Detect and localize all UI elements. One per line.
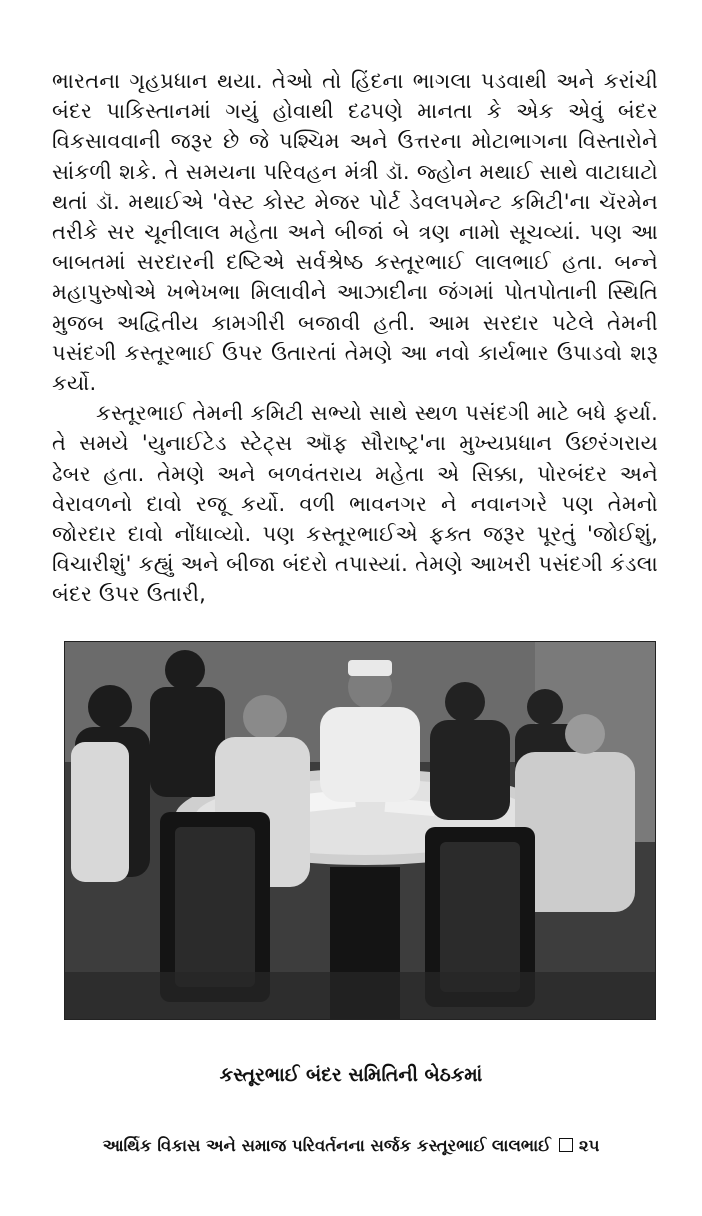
body-text — [52, 66, 658, 610]
paragraph-2: કસ્તૂરભાઈ તેમની કમિટી સભ્યો સાથે સ્થળ પસંદગી માટે બધે ફર્યા. તે સમયે 'યુનાઈટેડ સ્ટેટ્સ ઑફ સૌરાષ્ટ્ર'ના મુખ્યપ્રધાન ઉછરંગરાય ઢેબર હતા. તેમણે અને બળવંતરાય મહેતા એ સિક્કા, પોરબંદર અને વેરાવળનો દાવો રજૂ કર્યો. વળી ભાવનગર ને નવાનગરે પણ તેમનો જોરદાર દાવો નોંધાવ્યો. પણ કસ્તૂરભાઈએ ફક્ત જરૂર પૂરતું 'જોઈશું, વિચારીશું' કહ્યું અને બીજા બંદરો તપાસ્યાં. તેમણે આખરી પસંદગી કંડલા બંદર ઉપર ઉતારી, — [52, 401, 658, 607]
page-footer — [0, 1136, 702, 1156]
meeting-photograph — [64, 641, 656, 1020]
photo-illustration — [65, 642, 655, 1019]
footer-book-title: આર્થિક વિકાસ અને સમાજ પરિવર્તનના સર્જક કસ્તૂરભાઈ લાલભાઈ — [102, 1136, 551, 1155]
square-icon — [559, 1138, 573, 1152]
photo-caption: કસ્તૂરભાઈ બંદર સમિતિની બેઠકમાં — [219, 1064, 483, 1086]
paragraph-1: ભારતના ગૃહપ્રધાન થયા. તેઓ તો હિંદના ભાગલા પડવાથી અને કરાંચી બંદર પાકિસ્તાનમાં ગયું હોવાથી દઢપણે માનતા કે એક એવું બંદર વિકસાવવાની જરૂર છે જે પશ્ચિમ અને ઉત્તરના મોટાભાગના વિસ્તારોને સાંકળી શકે. તે સમયના પરિવહન મંત્રી ડૉ. જ્હોન મથાઈ સાથે વાટાઘાટો થતાં ડૉ. મથાઈએ 'વેસ્ટ કોસ્ટ મેજર પોર્ટ ડેવલપમેન્ટ કમિટી'ના ચૅરમેન તરીકે સર ચૂનીલાલ મહેતા અને બીજાં બે ત્રણ નામો સૂચવ્યાં. પણ આ બાબતમાં સરદારની દષ્ટિએ સર્વશ્રેષ્ઠ કસ્તૂરભાઈ લાલભાઈ હતા. બન્ને મહાપુરુષોએ ખભેખભા મિલાવીને આઝાદીના જંગમાં પોતપોતાની સ્થિતિ મુજબ અદ્વિતીય કામગીરી બજાવી હતી. આમ સરદાર પટેલે તેમની પસંદગી કસ્તૂરભાઈ ઉપર ઉતારતાં તેમણે આ નવો કાર્યભાર ઉપાડવો શરૂ કર્યો. — [52, 69, 658, 396]
page-number: ૨૫ — [578, 1136, 600, 1155]
